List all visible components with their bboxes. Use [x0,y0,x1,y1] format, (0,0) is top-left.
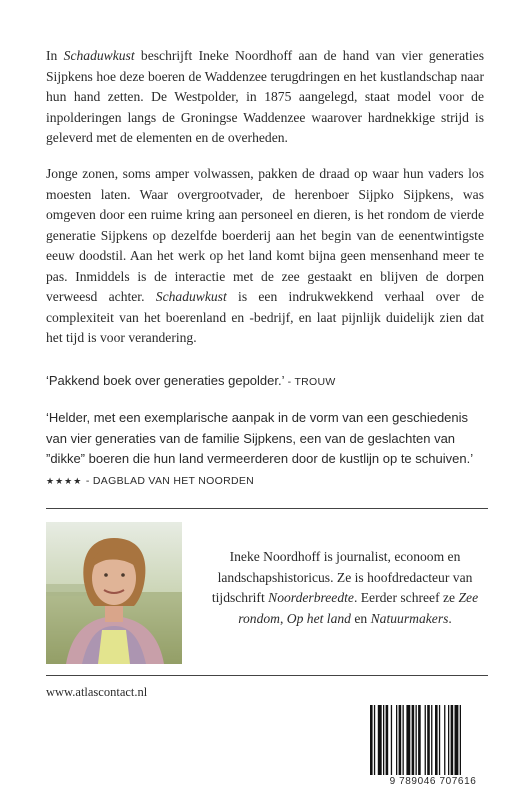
barcode-bar [418,705,421,775]
author-bio [200,547,490,629]
italic-title: Op het land [286,610,351,626]
barcode-bar [412,705,415,775]
italic-title: Schaduwkust [155,289,227,304]
text-run: Jonge zonen, soms amper volwassen, pakken de draad op waar hun vaders los moesten laten. Waar overgrootvader, de herenboer Sijpko Sijpkens, was omgeven door een ruime kring aan personeel en dieren, is het rondom de vierde generatie Sijpkens op dezelfde boerderij aan het begin van de eenentwintigste eeuw doodstil. Aan het werk op het land komt bijna geen mensenhand meer te pas. Inmiddels is de interactie met de zee gestaakt en blijven de dorpen verweesd achter. [46,166,484,304]
italic-title: Schaduwkust [63,48,135,63]
text-run: is een indrukwekkend verhaal over de complexiteit van het boerenland en -bedrijf, en laat pijnlijk duidelijk zien dat het tijd is voor verandering. [46,289,484,345]
text-run: en [350,610,371,626]
review-source: - DAGBLAD VAN HET NOORDEN [85,474,255,487]
publisher-website[interactable]: www.atlascontact.nl [46,685,148,699]
text-run: Ineke Noordhoff is journalist, econoom en landschapshistoricus. Ze is hoofdredacteur van tijdschrift [211,549,473,605]
author-photo [46,522,182,664]
review-quote-trouw [46,371,486,392]
italic-title: Natuurmakers [370,610,449,626]
barcode-bar [399,705,402,775]
barcode-bar [378,705,382,775]
text-run: , [279,610,287,626]
blurb-paragraph-2 [46,164,484,349]
italic-title: Noorderbreedte [268,590,354,605]
barcode-bar [370,705,373,775]
barcode-bar [386,705,389,775]
rating-stars: ★★★★ [46,475,83,486]
divider-line [46,675,488,676]
barcode-bar [460,705,461,775]
barcode [370,705,494,775]
text-run: . Eerder schreef ze [353,590,459,605]
review-quote-text: ‘Pakkend boek over generaties gepolder.’ [46,373,285,388]
text-run: . [448,610,452,626]
barcode-bar [396,705,397,775]
barcode-bar [431,705,432,775]
barcode-bar [416,705,417,775]
barcode-bar [455,705,459,775]
review-quote-dagblad [46,408,486,491]
barcode-bar [383,705,384,775]
barcode-bar [448,705,449,775]
barcode-bar [444,705,445,775]
barcode-bar [435,705,438,775]
barcode-bar [406,705,410,775]
barcode-bar [425,705,426,775]
text-run: In [46,48,64,63]
review-quote-text: ‘Helder, met een exemplarische aanpak in de vorm van een geschiedenis van vier generaties van de familie Sijpkens, een van de geslachten van ”dikke” boeren die hun land vermeerderen door de kustlijn op te schuiven.’ [46,410,473,466]
divider-line [46,508,488,509]
barcode-bar [439,705,440,775]
barcode-bar [374,705,375,775]
barcode-bar [403,705,404,775]
review-source: - TROUW [287,376,336,388]
italic-title: Zee rondom [238,590,479,626]
barcode-bar [451,705,454,775]
blurb-paragraph-1 [46,46,484,149]
barcode-bar [427,705,430,775]
text-run: beschrijft Ineke Noordhoff aan de hand van vier generaties Sijpkens hoe deze boeren de Waddenzee terugdringen en het kustlandschap naar hun hand zetten. De Westpolder, in 1875 aangelegd, staat model voor de inpolderingen langs de Groningse Waddenzee waarover hardnekkige strijd is geleverd met de elementen en de overheden. [46,48,484,145]
isbn-number: 9 789046 707616 [389,776,477,787]
barcode-bar [391,705,392,775]
